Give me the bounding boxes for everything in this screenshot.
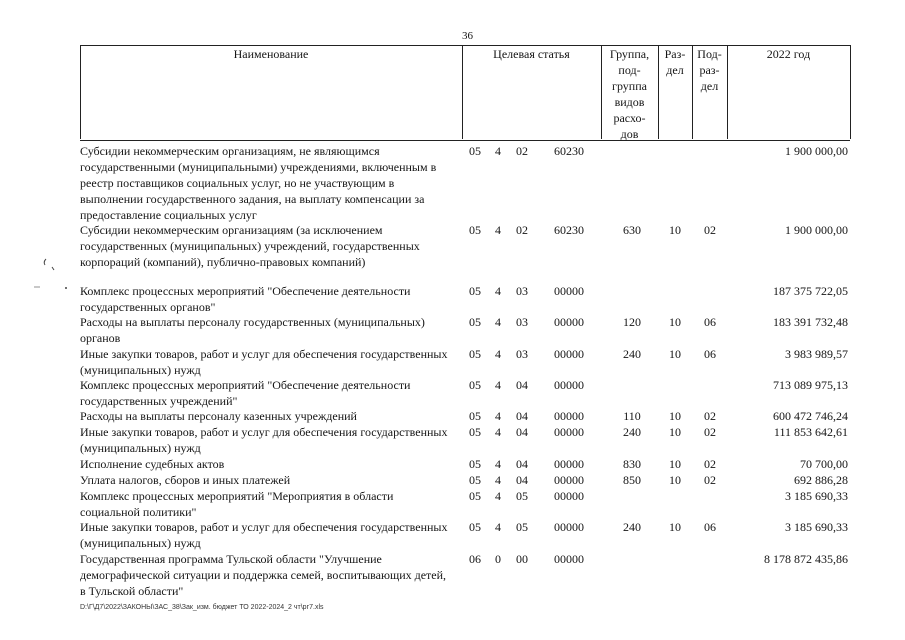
cell-name-line: Комплекс процессных мероприятий "Обеспечение деятельности (80, 284, 411, 298)
cell-name-line: корпораций (компаний), публично-правовых компаний) (80, 255, 366, 269)
cell-d: 00000 (554, 409, 584, 423)
cell-name-line: Государственная программа Тульской области "Улучшение (80, 552, 382, 566)
header-group-line: дов (620, 127, 639, 141)
cell-name-line: демографической ситуации и поддержка семей, воспитывающих детей, (80, 568, 447, 582)
cell-c: 04 (516, 425, 528, 439)
cell-name-line: Расходы на выплаты персоналу казенных учреждений (80, 409, 357, 423)
cell-podr: 02 (704, 409, 716, 423)
cell-name-line: предоставление социальных услуг (80, 208, 257, 222)
cell-a: 05 (469, 409, 481, 423)
cell-name-line: социальной политики" (80, 505, 197, 519)
cell-podr: 02 (704, 473, 716, 487)
header-group-line: под- (618, 63, 641, 77)
header-group (601, 46, 658, 142)
cell-name-line: Комплекс процессных мероприятий "Обеспечение деятельности (80, 378, 411, 392)
cell-podr: 02 (704, 425, 716, 439)
cell-amount: 3 983 989,57 (785, 347, 848, 361)
cell-name-line: Уплата налогов, сборов и иных платежей (80, 473, 291, 487)
cell-razd: 10 (669, 347, 681, 361)
cell-razd: 10 (669, 473, 681, 487)
header-subsection-line: раз- (699, 63, 720, 77)
cell-razd: 10 (669, 409, 681, 423)
cell-c: 02 (516, 144, 528, 158)
cell-b: 4 (495, 520, 501, 534)
cell-a: 06 (469, 552, 481, 566)
cell-b: 4 (495, 457, 501, 471)
cell-c: 04 (516, 473, 528, 487)
cell-c: 02 (516, 223, 528, 237)
scan-speck-marks (30, 255, 80, 295)
cell-name-line: Субсидии некоммерческим организациям, не являющимся (80, 144, 380, 158)
cell-c: 04 (516, 409, 528, 423)
cell-razd: 10 (669, 425, 681, 439)
cell-grp: 240 (623, 520, 641, 534)
cell-d: 60230 (554, 223, 584, 237)
cell-name (80, 424, 462, 456)
header-subsection (692, 46, 727, 94)
cell-name (80, 143, 462, 223)
cell-razd: 10 (669, 315, 681, 329)
cell-name (80, 314, 462, 346)
cell-d: 00000 (554, 489, 584, 503)
header-target-article: Целевая статья (493, 47, 570, 61)
cell-d: 00000 (554, 378, 584, 392)
cell-name (80, 519, 462, 551)
cell-d: 00000 (554, 520, 584, 534)
cell-a: 05 (469, 144, 481, 158)
cell-podr: 02 (704, 223, 716, 237)
header-group-line: группа (612, 79, 647, 93)
cell-name-line: Иные закупки товаров, работ и услуг для обеспечения государственных (80, 520, 448, 534)
header-name: Наименование (233, 47, 309, 61)
header-section-line: дел (666, 63, 684, 77)
cell-grp: 240 (623, 347, 641, 361)
cell-d: 00000 (554, 552, 584, 566)
cell-a: 05 (469, 378, 481, 392)
cell-b: 0 (495, 552, 501, 566)
cell-amount: 3 185 690,33 (785, 520, 848, 534)
header-subsection-line: дел (700, 79, 719, 93)
cell-d: 00000 (554, 284, 584, 298)
cell-b: 4 (495, 409, 501, 423)
cell-name (80, 222, 462, 270)
cell-name (80, 346, 462, 378)
cell-b: 4 (495, 347, 501, 361)
cell-amount: 1 900 000,00 (785, 144, 848, 158)
header-group-line: Группа, (609, 47, 650, 61)
cell-a: 05 (469, 489, 481, 503)
cell-d: 00000 (554, 473, 584, 487)
header-border-right (850, 45, 851, 139)
cell-b: 4 (495, 473, 501, 487)
cell-d: 00000 (554, 315, 584, 329)
cell-amount: 692 886,28 (794, 473, 848, 487)
cell-name-line: в Тульской области" (80, 584, 184, 598)
cell-name (80, 551, 462, 599)
cell-a: 05 (469, 315, 481, 329)
cell-amount: 713 089 975,13 (773, 378, 848, 392)
cell-amount: 1 900 000,00 (785, 223, 848, 237)
cell-b: 4 (495, 489, 501, 503)
cell-name-line: Комплекс процессных мероприятий "Мероприятия в области (80, 489, 394, 503)
cell-name (80, 283, 462, 315)
cell-name-line: государственных учреждений" (80, 394, 238, 408)
cell-podr: 06 (704, 347, 716, 361)
cell-name-line: Расходы на выплаты персоналу государственных (муниципальных) (80, 315, 425, 329)
cell-name-line: реестр поставщиков социальных услуг, но не участвующим в (80, 176, 395, 190)
cell-b: 4 (495, 315, 501, 329)
header-subsection-line: Под- (697, 47, 722, 61)
cell-c: 03 (516, 347, 528, 361)
cell-d: 00000 (554, 425, 584, 439)
cell-grp: 110 (623, 409, 641, 423)
cell-a: 05 (469, 347, 481, 361)
cell-a: 05 (469, 284, 481, 298)
cell-name-line: Исполнение судебных актов (80, 457, 225, 471)
cell-name-line: (муниципальных) нужд (80, 363, 201, 377)
cell-d: 00000 (554, 347, 584, 361)
cell-razd: 10 (669, 223, 681, 237)
cell-b: 4 (495, 144, 501, 158)
cell-b: 4 (495, 425, 501, 439)
cell-c: 03 (516, 315, 528, 329)
cell-name-line: выполнении государственного задания, на выплату компенсации за (80, 192, 425, 206)
cell-podr: 06 (704, 520, 716, 534)
cell-grp: 850 (623, 473, 641, 487)
cell-c: 04 (516, 457, 528, 471)
cell-a: 05 (469, 520, 481, 534)
cell-a: 05 (469, 223, 481, 237)
header-year: 2022 год (766, 47, 811, 61)
cell-amount: 111 853 642,61 (773, 425, 848, 439)
cell-name (80, 377, 462, 409)
cell-grp: 120 (623, 315, 641, 329)
cell-name (80, 472, 462, 488)
cell-name (80, 488, 462, 520)
cell-a: 05 (469, 473, 481, 487)
cell-razd: 10 (669, 520, 681, 534)
cell-amount: 8 178 872 435,86 (764, 552, 848, 566)
header-group-line: видов (614, 95, 645, 109)
cell-a: 05 (469, 457, 481, 471)
cell-c: 03 (516, 284, 528, 298)
cell-grp: 830 (623, 457, 641, 471)
cell-name-line: государственных (муниципальных) учреждений, государственных (80, 239, 420, 253)
cell-name-line: государственных органов" (80, 300, 216, 314)
cell-grp: 630 (623, 223, 641, 237)
cell-amount: 187 375 722,05 (773, 284, 848, 298)
cell-d: 60230 (554, 144, 584, 158)
cell-c: 00 (516, 552, 528, 566)
cell-name-line: (муниципальных) нужд (80, 441, 201, 455)
cell-name-line: (муниципальных) нужд (80, 536, 201, 550)
cell-c: 05 (516, 520, 528, 534)
cell-name-line: Субсидии некоммерческим организациям (за исключением (80, 223, 383, 237)
header-section-line: Раз- (664, 47, 686, 61)
cell-name-line: органов (80, 331, 121, 345)
cell-name-line: Иные закупки товаров, работ и услуг для обеспечения государственных (80, 347, 448, 361)
cell-podr: 02 (704, 457, 716, 471)
page-number: 36 (462, 30, 473, 42)
cell-name (80, 408, 462, 424)
cell-b: 4 (495, 223, 501, 237)
file-path-footer: D:\Г\Д7\2022\ЗАКОНЫ\ЗАС_38\Зак_изм. бюджет ТО 2022-2024_2 чт\рг7.xls (80, 604, 324, 611)
cell-c: 04 (516, 378, 528, 392)
cell-amount: 3 185 690,33 (785, 489, 848, 503)
header-group-line: расхо- (613, 111, 646, 125)
cell-name-line: государственными (муниципальными) учреждениями, включенным в (80, 160, 437, 174)
cell-razd: 10 (669, 457, 681, 471)
cell-grp: 240 (623, 425, 641, 439)
cell-name-line: Иные закупки товаров, работ и услуг для обеспечения государственных (80, 425, 448, 439)
cell-podr: 06 (704, 315, 716, 329)
cell-amount: 70 700,00 (800, 457, 848, 471)
cell-amount: 600 472 746,24 (773, 409, 848, 423)
cell-a: 05 (469, 425, 481, 439)
cell-c: 05 (516, 489, 528, 503)
cell-name (80, 456, 462, 472)
cell-b: 4 (495, 378, 501, 392)
cell-d: 00000 (554, 457, 584, 471)
header-section (658, 46, 692, 78)
cell-amount: 183 391 732,48 (773, 315, 848, 329)
cell-b: 4 (495, 284, 501, 298)
